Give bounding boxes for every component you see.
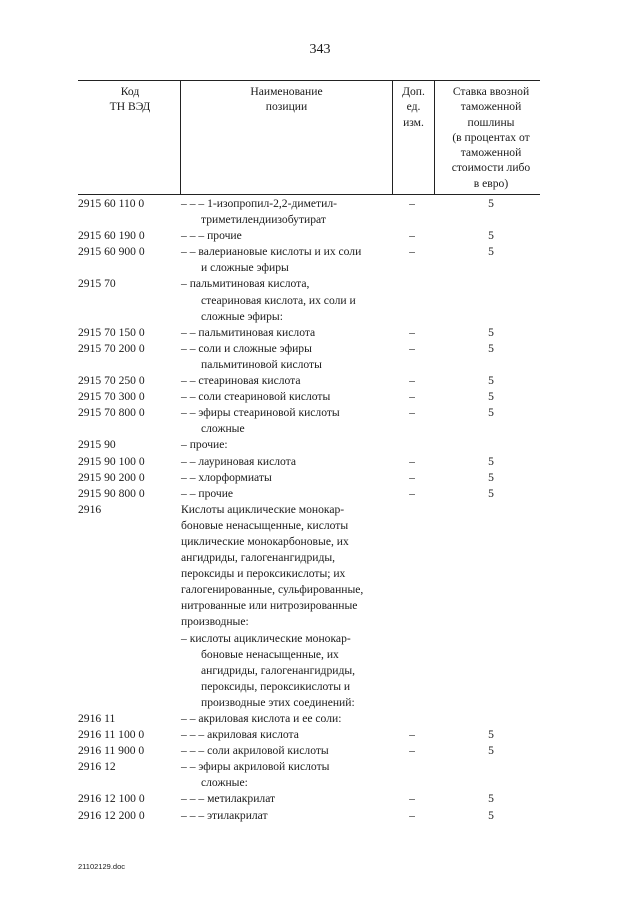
- tnved-code: 2915 70 150 0: [78, 325, 145, 339]
- position-name: [181, 405, 403, 437]
- duty-rate: 5: [488, 374, 494, 388]
- position-name: [181, 486, 403, 502]
- additional-unit: –: [409, 486, 415, 500]
- tnved-code: 2916 12: [78, 760, 116, 774]
- position-name-line: – – – акриловая кислота: [181, 728, 299, 742]
- position-name-line: – – пальмитиновая кислота: [181, 325, 316, 339]
- table-row: [0, 389, 640, 405]
- position-name: [181, 502, 403, 631]
- duty-rate: 5: [488, 245, 494, 259]
- position-name-line: циклические монокарбоновые, их: [181, 534, 349, 548]
- duty-rate: 5: [488, 470, 494, 484]
- additional-unit: –: [409, 744, 415, 758]
- position-name-line: – – эфиры стеариновой кислоты: [181, 406, 340, 420]
- position-name: [181, 244, 403, 276]
- position-name: [181, 437, 403, 453]
- table-row: [0, 454, 640, 470]
- table-row: [0, 228, 640, 244]
- table-row: [0, 502, 640, 631]
- position-name-line: – – стеариновая кислота: [181, 374, 301, 388]
- additional-unit: –: [409, 470, 415, 484]
- duty-rate: 5: [488, 808, 494, 822]
- position-name-line: – прочие:: [181, 438, 228, 452]
- table-row: [0, 341, 640, 373]
- duty-rate: 5: [488, 406, 494, 420]
- tnved-code: 2916 12 200 0: [78, 808, 145, 822]
- position-name: [181, 341, 403, 373]
- table-row: [0, 470, 640, 486]
- position-name-line: – – лауриновая кислота: [181, 454, 296, 468]
- position-name: [181, 631, 403, 711]
- position-name: [181, 711, 403, 727]
- position-name: [181, 389, 403, 405]
- position-name-line: боновые ненасыщенные, их: [201, 647, 339, 661]
- tnved-code: 2916 11: [78, 712, 116, 725]
- position-name-line: – – – соли акриловой кислоты: [181, 744, 329, 758]
- additional-unit: –: [409, 808, 415, 822]
- tnved-code: 2915 70 800 0: [78, 406, 145, 420]
- position-name: [181, 373, 403, 389]
- additional-unit: –: [409, 454, 415, 468]
- table-row: [0, 791, 640, 807]
- position-name-line: ангидриды, галогенангидриды,: [201, 663, 356, 677]
- position-name-line: сложные эфиры:: [201, 309, 283, 323]
- position-name-line: – – прочие: [181, 486, 234, 500]
- duty-rate: 5: [488, 325, 494, 339]
- position-name: [181, 325, 403, 341]
- position-name-line: сложные:: [201, 776, 248, 790]
- position-name-line: производные:: [181, 615, 249, 629]
- table-row: [0, 727, 640, 743]
- additional-unit: –: [409, 229, 415, 243]
- tnved-code: 2915 70 300 0: [78, 390, 145, 404]
- tnved-code: 2915 90: [78, 438, 116, 452]
- position-name-line: триметилендиизобутират: [201, 213, 326, 227]
- position-name: [181, 743, 403, 759]
- tnved-code: 2916 12 100 0: [78, 792, 145, 806]
- position-name-line: и сложные эфиры: [201, 261, 289, 275]
- tnved-code: 2915 60 110 0: [78, 197, 145, 210]
- table-row: [0, 405, 640, 437]
- position-name-line: ангидриды, галогенангидриды,: [181, 551, 336, 565]
- table-row: [0, 373, 640, 389]
- position-name: [181, 454, 403, 470]
- duty-rate: 5: [488, 229, 494, 243]
- position-name: [181, 727, 403, 743]
- additional-unit: –: [409, 325, 415, 339]
- header-code: Код ТН ВЭД: [109, 85, 151, 114]
- additional-unit: –: [409, 374, 415, 388]
- duty-rate: 5: [488, 390, 494, 404]
- header-unit: Доп. ед. изм.: [402, 85, 425, 129]
- additional-unit: –: [409, 792, 415, 806]
- tariff-table-body: [0, 196, 640, 824]
- position-name-line: – – – прочие: [181, 229, 242, 243]
- additional-unit: –: [409, 728, 415, 742]
- tnved-code: 2915 90 100 0: [78, 454, 145, 468]
- table-row: [0, 486, 640, 502]
- header-bottom-rule: [78, 194, 540, 195]
- position-name-line: пальмитиновой кислоты: [201, 357, 322, 371]
- position-name-line: пероксиды, пероксикислоты и: [201, 679, 351, 693]
- position-name-line: – – хлорформиаты: [181, 470, 272, 484]
- additional-unit: –: [409, 406, 415, 420]
- tnved-code: 2915 60 900 0: [78, 245, 145, 259]
- table-row: [0, 325, 640, 341]
- table-row: [0, 244, 640, 276]
- position-name-line: галогенированные, сульфированные,: [181, 583, 364, 597]
- position-name: [181, 759, 403, 791]
- duty-rate: 5: [488, 454, 494, 468]
- tnved-code: 2915 90 800 0: [78, 486, 145, 500]
- document-filename: 21102129.doc: [78, 862, 125, 871]
- position-name-line: – – – 1-изопропил-2,2-диметил-: [181, 197, 337, 210]
- position-name: [181, 470, 403, 486]
- tnved-code: 2916 11 100 0: [78, 728, 145, 742]
- duty-rate: 5: [488, 728, 494, 742]
- tnved-code: 2916: [78, 502, 102, 516]
- tnved-code: 2915 60 190 0: [78, 229, 145, 243]
- table-row: [0, 743, 640, 759]
- additional-unit: –: [409, 245, 415, 259]
- table-row: [0, 808, 640, 824]
- position-name-line: – – соли и сложные эфиры: [181, 341, 312, 355]
- position-name-line: – – – этилакрилат: [181, 808, 268, 822]
- duty-rate: 5: [488, 486, 494, 500]
- position-name-line: производные этих соединений:: [201, 695, 355, 709]
- position-name: [181, 791, 403, 807]
- tnved-code: 2915 70 250 0: [78, 374, 145, 388]
- table-row: [0, 437, 640, 453]
- table-row: [0, 276, 640, 324]
- position-name: [181, 808, 403, 824]
- tnved-code: 2915 90 200 0: [78, 470, 145, 484]
- header-name: Наименование позиции: [250, 85, 323, 114]
- additional-unit: –: [409, 390, 415, 404]
- table-row: [0, 631, 640, 711]
- position-name: [181, 228, 403, 244]
- table-row: [0, 759, 640, 791]
- position-name-line: боновые ненасыщенные, кислоты: [181, 518, 349, 532]
- header-rate: Ставка ввозной таможенной пошлины (в процентах от таможенной стоимости либо в евро): [451, 85, 531, 190]
- tnved-code: 2915 70: [78, 277, 116, 291]
- duty-rate: 5: [488, 197, 494, 210]
- table-row: [0, 711, 640, 727]
- duty-rate: 5: [488, 792, 494, 806]
- tnved-code: 2915 70 200 0: [78, 341, 145, 355]
- position-name-line: – – валериановые кислоты и их соли: [181, 245, 362, 259]
- position-name: [181, 196, 403, 228]
- position-name-line: Кислоты ациклические монокар-: [181, 502, 345, 516]
- position-name-line: стеариновая кислота, их соли и: [201, 293, 356, 307]
- additional-unit: –: [409, 197, 415, 210]
- position-name-line: пероксиды и пероксикислоты; их: [181, 567, 346, 581]
- duty-rate: 5: [488, 744, 494, 758]
- position-name-line: – кислоты ациклические монокар-: [181, 631, 351, 645]
- position-name-line: сложные: [201, 422, 245, 436]
- header-top-rule: [78, 80, 540, 81]
- position-name-line: – – – метилакрилат: [181, 792, 276, 806]
- duty-rate: 5: [488, 341, 494, 355]
- tnved-code: 2916 11 900 0: [78, 744, 145, 758]
- position-name-line: нитрованные или нитрозированные: [181, 599, 358, 613]
- position-name-line: – – соли стеариновой кислоты: [181, 390, 331, 404]
- position-name-line: – пальмитиновая кислота,: [181, 277, 310, 291]
- position-name-line: – – эфиры акриловой кислоты: [181, 760, 330, 774]
- position-name: [181, 276, 403, 324]
- additional-unit: –: [409, 341, 415, 355]
- page-number: 343: [309, 42, 331, 57]
- table-row: [0, 196, 640, 228]
- position-name-line: – – акриловая кислота и ее соли:: [181, 712, 342, 725]
